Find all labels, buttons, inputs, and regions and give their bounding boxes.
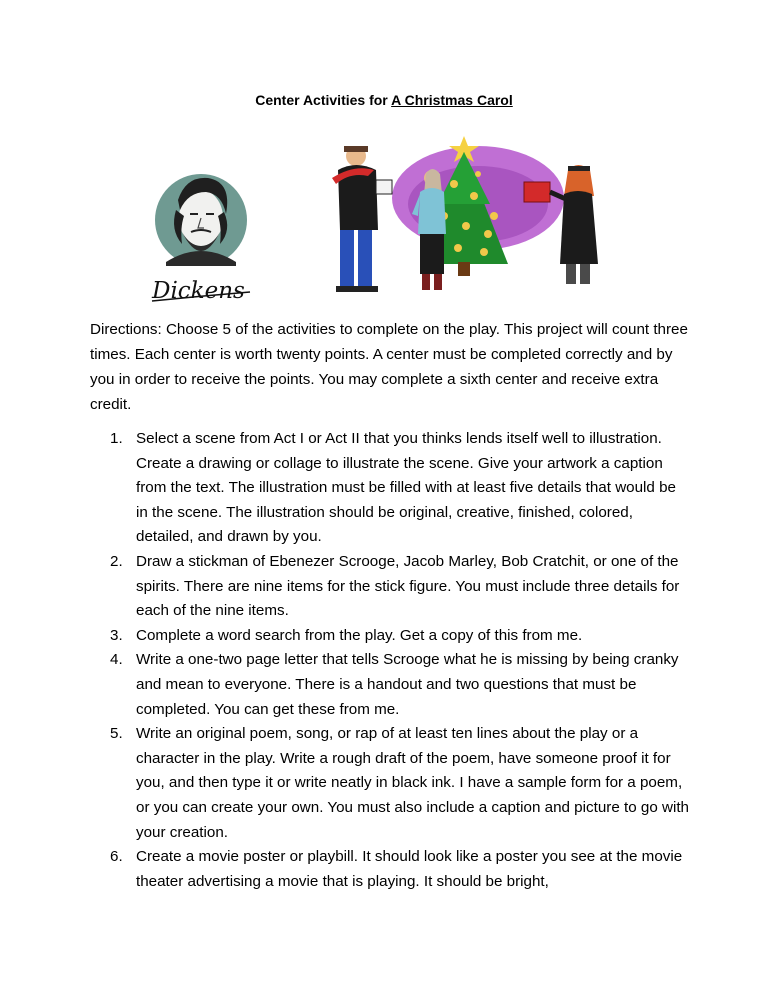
item-text: Complete a word search from the play. Get a copy of this from me.	[136, 626, 583, 644]
item-number: 1.	[110, 430, 123, 447]
item-number: 3.	[110, 626, 123, 644]
list-item	[90, 624, 690, 649]
item-number: 2.	[110, 552, 123, 570]
title-book: A Christmas Carol	[391, 92, 513, 108]
item-text: Select a scene from Act I or Act II that you thinks lends itself well to illustration. Create a drawing or collage to illustrate the scene. Give your artwork a caption from the text. The illustration must be filled with at least five details that would be in the scene. The illustration should be original, creative, finished, colored, detailed, and drawn by you.	[136, 430, 676, 546]
christmas-carolers-tree-icon	[328, 134, 608, 300]
list-item	[90, 722, 690, 845]
item-text: Write an original poem, song, or rap of at least ten lines about the play or a character in the play. Write a rough draft of the poem, have someone proof it for you, and then type it or write neatly in black ink. I have a sample form for a poem, or you can create your own. You must also include a caption and picture to go with your creation.	[136, 725, 689, 841]
activities-list	[90, 427, 690, 894]
item-text: Create a movie poster or playbill. It should look like a poster you see at the movie theater advertising a movie that is playing. It should be bright,	[136, 848, 683, 890]
item-text: Write a one-two page letter that tells Scrooge what he is missing by being cranky and mean to everyone. There is a handout and two questions that must be completed. You can get these from me.	[136, 651, 679, 718]
list-item	[90, 648, 690, 722]
portrait-caption: Dickens	[152, 278, 245, 304]
list-item	[90, 427, 690, 550]
dickens-portrait-icon	[146, 170, 256, 310]
item-text: Draw a stickman of Ebenezer Scrooge, Jacob Marley, Bob Cratchit, or one of the spirits. There are nine items for the stick figure. You must include three details for each of the nine items.	[136, 552, 680, 620]
title-prefix: Center Activities for	[255, 92, 392, 108]
item-number: 6.	[110, 848, 123, 866]
directions-paragraph: Directions: Choose 5 of the activities to complete on the play. This project will count three times. Each center is worth twenty points. A center must be completed correctly and by you in order to receive the points. You may complete a sixth center and receive extra credit.	[90, 321, 688, 413]
item-number: 5.	[110, 725, 123, 743]
item-number: 4.	[110, 651, 123, 669]
list-item	[90, 550, 690, 624]
list-item	[90, 845, 690, 894]
page-title	[0, 92, 768, 108]
